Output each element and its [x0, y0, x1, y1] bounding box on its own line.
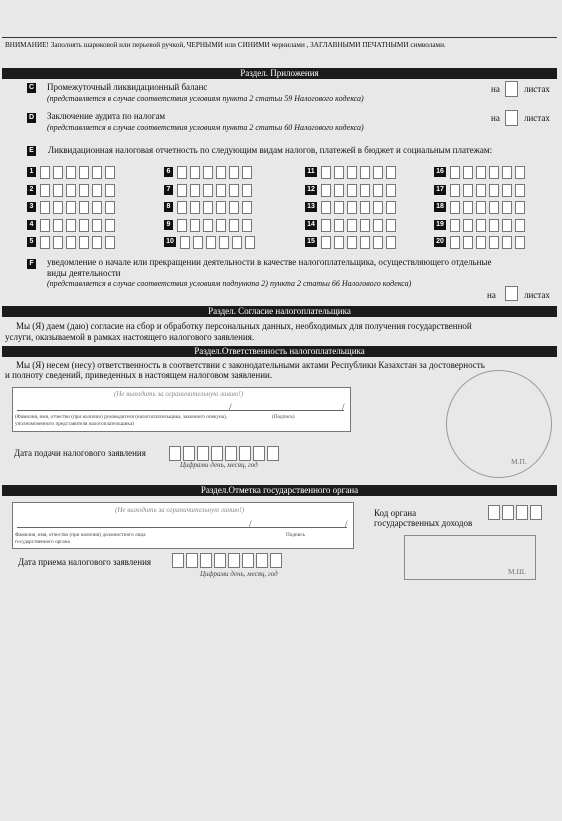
tax-type-number-6: 6: [164, 167, 173, 177]
tax-type-4-cell[interactable]: [92, 219, 102, 232]
tax-type-19-cell[interactable]: [515, 219, 525, 232]
item-d-sheets-field[interactable]: [505, 110, 518, 126]
section-appendices-header: Раздел. Приложения: [2, 68, 557, 79]
tax-type-15-cell[interactable]: [347, 236, 357, 249]
item-d-text: Заключение аудита по налогам: [47, 111, 166, 121]
tax-type-19-cell[interactable]: [476, 219, 486, 232]
tax-type-12-cell[interactable]: [386, 184, 396, 197]
receive-date-cell[interactable]: [228, 553, 240, 568]
tax-type-12-cell[interactable]: [373, 184, 383, 197]
tax-type-20-cell[interactable]: [502, 236, 512, 249]
tax-type-3-cell[interactable]: [53, 201, 63, 214]
tax-type-12-cell[interactable]: [334, 184, 344, 197]
item-c-text: Промежуточный ликвидационный баланс: [47, 82, 208, 92]
submit-date-cell[interactable]: [183, 446, 195, 461]
consent-text-line2: услуги, оказываемой в рамках настоящего налогового заявления.: [5, 332, 255, 342]
item-d-code: D: [28, 114, 35, 121]
tax-type-16-cell[interactable]: [463, 166, 473, 179]
tax-type-14-cell[interactable]: [386, 219, 396, 232]
tax-type-13-cell[interactable]: [334, 201, 344, 214]
item-c-note: (представляется в случае соответствия условиям пункта 2 статьи 59 Налогового кодекса): [47, 94, 364, 103]
tax-type-10-cell[interactable]: [219, 236, 229, 249]
tax-type-19-cell[interactable]: [489, 219, 499, 232]
tax-type-number-16: 16: [434, 167, 446, 177]
tax-type-1-cell[interactable]: [53, 166, 63, 179]
tax-type-6-cell[interactable]: [242, 166, 252, 179]
tax-type-number-4: 4: [27, 220, 36, 230]
submit-date-cell[interactable]: [211, 446, 223, 461]
tax-type-2-cell[interactable]: [105, 184, 115, 197]
tax-type-2-cell[interactable]: [92, 184, 102, 197]
tax-type-15-cell[interactable]: [386, 236, 396, 249]
tax-type-3-cell[interactable]: [79, 201, 89, 214]
tax-type-14-cell[interactable]: [373, 219, 383, 232]
item-f-text2: виды деятельности: [47, 268, 121, 278]
tax-type-number-10: 10: [164, 237, 176, 247]
tax-type-7-cell[interactable]: [190, 184, 200, 197]
tax-type-11-cell[interactable]: [347, 166, 357, 179]
tax-type-2-cell[interactable]: [40, 184, 50, 197]
tax-type-5-cell[interactable]: [79, 236, 89, 249]
item-d-note: (представляется в случае соответствия условиям пункта 2 статьи 60 Налогового кодекса): [47, 123, 364, 132]
tax-type-16-cell[interactable]: [476, 166, 486, 179]
tax-type-6-cell[interactable]: [216, 166, 226, 179]
tax-type-10-cell[interactable]: [193, 236, 203, 249]
tax-type-11-cell[interactable]: [373, 166, 383, 179]
tax-type-13-cell[interactable]: [360, 201, 370, 214]
sig2-caption2: государственного органа: [15, 539, 70, 545]
tax-type-14-cell[interactable]: [334, 219, 344, 232]
section-responsibility-header: Раздел.Ответственность налогоплательщика: [2, 346, 557, 357]
tax-type-number-13: 13: [305, 202, 317, 212]
resp-text-line2: и полноту сведений, приведенных в настоящем налоговом заявлении.: [5, 370, 273, 380]
tax-type-5-cell[interactable]: [92, 236, 102, 249]
tax-type-14-cell[interactable]: [321, 219, 331, 232]
sig1-caption2: уполномоченного представителя налогоплательщика): [15, 421, 134, 427]
submit-date-label: Дата подачи налогового заявления: [14, 448, 146, 458]
top-divider: [2, 37, 557, 38]
tax-type-18-cell[interactable]: [502, 201, 512, 214]
tax-type-14-cell[interactable]: [347, 219, 357, 232]
item-f-sheets-field[interactable]: [505, 286, 518, 301]
tax-type-5-cell[interactable]: [40, 236, 50, 249]
tax-type-15-cell[interactable]: [360, 236, 370, 249]
tax-type-5-cell[interactable]: [53, 236, 63, 249]
tax-type-1-cell[interactable]: [92, 166, 102, 179]
tax-type-10-cell[interactable]: [180, 236, 190, 249]
receive-date-cell[interactable]: [256, 553, 268, 568]
tax-type-18-cell[interactable]: [450, 201, 460, 214]
tax-type-number-15: 15: [305, 237, 317, 247]
item-f-code: F: [27, 259, 36, 269]
tax-type-number-3: 3: [27, 202, 36, 212]
tax-type-4-cell[interactable]: [79, 219, 89, 232]
tax-type-3-cell[interactable]: [92, 201, 102, 214]
tax-type-11-cell[interactable]: [321, 166, 331, 179]
tax-type-4-cell[interactable]: [40, 219, 50, 232]
tax-type-12-cell[interactable]: [347, 184, 357, 197]
tax-type-17-cell[interactable]: [502, 184, 512, 197]
tax-type-9-cell[interactable]: [229, 219, 239, 232]
sig2-caption1: Фамилия, имя, отчество (при наличии) должностного лица: [15, 532, 146, 538]
item-c-code: C: [28, 84, 35, 91]
tax-type-number-12: 12: [305, 185, 317, 195]
tax-type-10-cell[interactable]: [232, 236, 242, 249]
tax-type-13-cell[interactable]: [373, 201, 383, 214]
item-f-na: на: [487, 290, 496, 300]
tax-type-17-cell[interactable]: [476, 184, 486, 197]
tax-type-9-cell[interactable]: [242, 219, 252, 232]
tax-type-5-cell[interactable]: [66, 236, 76, 249]
tax-type-7-cell[interactable]: [242, 184, 252, 197]
tax-type-9-cell[interactable]: [203, 219, 213, 232]
submit-date-cell[interactable]: [267, 446, 279, 461]
tax-type-6-cell[interactable]: [190, 166, 200, 179]
item-e-text: Ликвидационная налоговая отчетность по следующим видам налогов, платежей в бюджет и социальным платежам:: [48, 145, 493, 155]
tax-type-18-cell[interactable]: [463, 201, 473, 214]
tax-type-9-cell[interactable]: [177, 219, 187, 232]
item-d-sheets: листах: [524, 113, 550, 123]
receive-date-cell[interactable]: [270, 553, 282, 568]
sig2-line: [17, 527, 347, 528]
tax-type-number-20: 20: [434, 237, 446, 247]
sig2-hint: (Не выходить за ограничительную линию!): [115, 506, 245, 514]
org-code-label2: государственных доходов: [374, 518, 473, 528]
item-f-sheets: листах: [524, 290, 550, 300]
tax-type-20-cell[interactable]: [476, 236, 486, 249]
tax-type-14-cell[interactable]: [360, 219, 370, 232]
tax-type-17-cell[interactable]: [463, 184, 473, 197]
tax-type-5-cell[interactable]: [105, 236, 115, 249]
sig1-line: [17, 410, 344, 411]
receive-date-cell[interactable]: [186, 553, 198, 568]
tax-type-8-cell[interactable]: [216, 201, 226, 214]
tax-type-1-cell[interactable]: [79, 166, 89, 179]
tax-type-2-cell[interactable]: [53, 184, 63, 197]
tax-type-20-cell[interactable]: [515, 236, 525, 249]
tax-type-9-cell[interactable]: [190, 219, 200, 232]
tax-type-9-cell[interactable]: [216, 219, 226, 232]
tax-type-19-cell[interactable]: [450, 219, 460, 232]
submit-date-cell[interactable]: [253, 446, 265, 461]
submit-date-hint: Цифрами день, месяц, год: [180, 461, 258, 469]
tax-type-20-cell[interactable]: [489, 236, 499, 249]
submit-date-cell[interactable]: [225, 446, 237, 461]
tax-type-7-cell[interactable]: [177, 184, 187, 197]
stamp-mp: М.П.: [511, 457, 527, 466]
tax-type-3-cell[interactable]: [66, 201, 76, 214]
consent-text-line1: Мы (Я) даем (даю) согласие на сбор и обработку персональных данных, необходимых для получения государственной: [16, 321, 472, 331]
tax-type-4-cell[interactable]: [53, 219, 63, 232]
tax-type-1-cell[interactable]: [105, 166, 115, 179]
tax-type-12-cell[interactable]: [321, 184, 331, 197]
tax-type-6-cell[interactable]: [203, 166, 213, 179]
tax-type-8-cell[interactable]: [190, 201, 200, 214]
tax-type-19-cell[interactable]: [463, 219, 473, 232]
tax-type-1-cell[interactable]: [40, 166, 50, 179]
tax-type-number-8: 8: [164, 202, 173, 212]
tax-type-7-cell[interactable]: [229, 184, 239, 197]
receive-date-hint: Цифрами день, месяц, год: [200, 570, 278, 578]
tax-type-10-cell[interactable]: [206, 236, 216, 249]
tax-type-12-cell[interactable]: [360, 184, 370, 197]
tax-type-number-17: 17: [434, 185, 446, 195]
stamp-msh: М.Ш.: [508, 567, 526, 576]
tax-type-7-cell[interactable]: [216, 184, 226, 197]
section-consent-header: Раздел. Согласие налогоплательщика: [2, 306, 557, 317]
sig2-slash2: /: [345, 519, 348, 529]
tax-type-13-cell[interactable]: [321, 201, 331, 214]
tax-type-10-cell[interactable]: [245, 236, 255, 249]
submit-date-cell[interactable]: [197, 446, 209, 461]
tax-type-2-cell[interactable]: [66, 184, 76, 197]
tax-type-11-cell[interactable]: [360, 166, 370, 179]
tax-type-number-19: 19: [434, 220, 446, 230]
tax-type-11-cell[interactable]: [386, 166, 396, 179]
sig2-slash1: /: [249, 519, 252, 529]
tax-type-number-2: 2: [27, 185, 36, 195]
tax-type-16-cell[interactable]: [489, 166, 499, 179]
receive-date-cell[interactable]: [172, 553, 184, 568]
tax-type-18-cell[interactable]: [489, 201, 499, 214]
tax-type-number-1: 1: [27, 167, 36, 177]
tax-type-4-cell[interactable]: [105, 219, 115, 232]
tax-type-11-cell[interactable]: [334, 166, 344, 179]
org-code-cell[interactable]: [530, 505, 542, 520]
stamp-circle: [446, 370, 552, 478]
tax-type-6-cell[interactable]: [177, 166, 187, 179]
tax-type-18-cell[interactable]: [515, 201, 525, 214]
sig1-caption1: (Фамилия, имя, отчество (при наличии) руководителя (налогоплательщика, законного опекуна),: [15, 414, 228, 420]
tax-type-17-cell[interactable]: [515, 184, 525, 197]
submit-date-cell[interactable]: [239, 446, 251, 461]
tax-type-number-14: 14: [305, 220, 317, 230]
tax-type-15-cell[interactable]: [334, 236, 344, 249]
tax-type-17-cell[interactable]: [489, 184, 499, 197]
tax-type-number-9: 9: [164, 220, 173, 230]
sig1-slash2: /: [342, 402, 345, 412]
tax-type-16-cell[interactable]: [450, 166, 460, 179]
receive-date-cell[interactable]: [214, 553, 226, 568]
org-code-cell[interactable]: [488, 505, 500, 520]
sig1-slash1: /: [229, 402, 232, 412]
section-authority-header: Раздел.Отметка государственного органа: [2, 485, 557, 496]
tax-type-8-cell[interactable]: [177, 201, 187, 214]
tax-type-8-cell[interactable]: [203, 201, 213, 214]
receive-date-label: Дата приема налогового заявления: [18, 557, 152, 567]
tax-type-3-cell[interactable]: [40, 201, 50, 214]
submit-date-cell[interactable]: [169, 446, 181, 461]
sig1-sign-caption: (Подпись): [272, 414, 295, 420]
item-d-na: на: [491, 113, 500, 123]
tax-type-3-cell[interactable]: [105, 201, 115, 214]
receive-date-cell[interactable]: [242, 553, 254, 568]
tax-type-15-cell[interactable]: [321, 236, 331, 249]
tax-type-7-cell[interactable]: [203, 184, 213, 197]
tax-type-13-cell[interactable]: [347, 201, 357, 214]
tax-type-20-cell[interactable]: [463, 236, 473, 249]
tax-type-1-cell[interactable]: [66, 166, 76, 179]
org-code-label1: Код органа: [374, 508, 417, 518]
item-c-na: на: [491, 84, 500, 94]
receive-date-cell[interactable]: [200, 553, 212, 568]
tax-type-20-cell[interactable]: [450, 236, 460, 249]
tax-type-16-cell[interactable]: [502, 166, 512, 179]
item-c-sheets: листах: [524, 84, 550, 94]
tax-type-number-11: 11: [305, 167, 317, 177]
org-code-cell[interactable]: [502, 505, 514, 520]
sig1-hint: (Не выходить за ограничительную линию!): [114, 390, 244, 398]
tax-type-18-cell[interactable]: [476, 201, 486, 214]
item-f-note: (представляется в случае соответствия условиям подпункта 2) пункта 2 статьи 66 Налогового кодекса): [47, 279, 412, 288]
tax-type-19-cell[interactable]: [502, 219, 512, 232]
tax-type-number-7: 7: [164, 185, 173, 195]
tax-type-2-cell[interactable]: [79, 184, 89, 197]
item-e-code: E: [27, 146, 36, 156]
tax-type-8-cell[interactable]: [242, 201, 252, 214]
tax-type-number-5: 5: [27, 237, 36, 247]
warning-text: ВНИМАНИЕ! Заполнять шариковой или перьевой ручкой, ЧЕРНЫМИ или СИНИМИ чернилами , ЗАГЛАВНЫМИ ПЕЧАТНЫМИ символами.: [5, 41, 446, 49]
resp-text-line1: Мы (Я) несем (несу) ответственность в соответствии с законодательными актами Республики Казахстан за достоверность: [16, 360, 485, 370]
item-c-sheets-field[interactable]: [505, 81, 518, 97]
tax-type-17-cell[interactable]: [450, 184, 460, 197]
tax-type-16-cell[interactable]: [515, 166, 525, 179]
tax-type-13-cell[interactable]: [386, 201, 396, 214]
org-code-cell[interactable]: [516, 505, 528, 520]
tax-type-6-cell[interactable]: [229, 166, 239, 179]
tax-type-4-cell[interactable]: [66, 219, 76, 232]
tax-type-8-cell[interactable]: [229, 201, 239, 214]
item-f-text1: уведомление о начале или прекращении деятельности в качестве налогоплательщика, осуществляющего отдельные: [47, 257, 492, 267]
tax-type-number-18: 18: [434, 202, 446, 212]
tax-type-15-cell[interactable]: [373, 236, 383, 249]
sig2-sign-caption: Подпись: [286, 532, 306, 538]
